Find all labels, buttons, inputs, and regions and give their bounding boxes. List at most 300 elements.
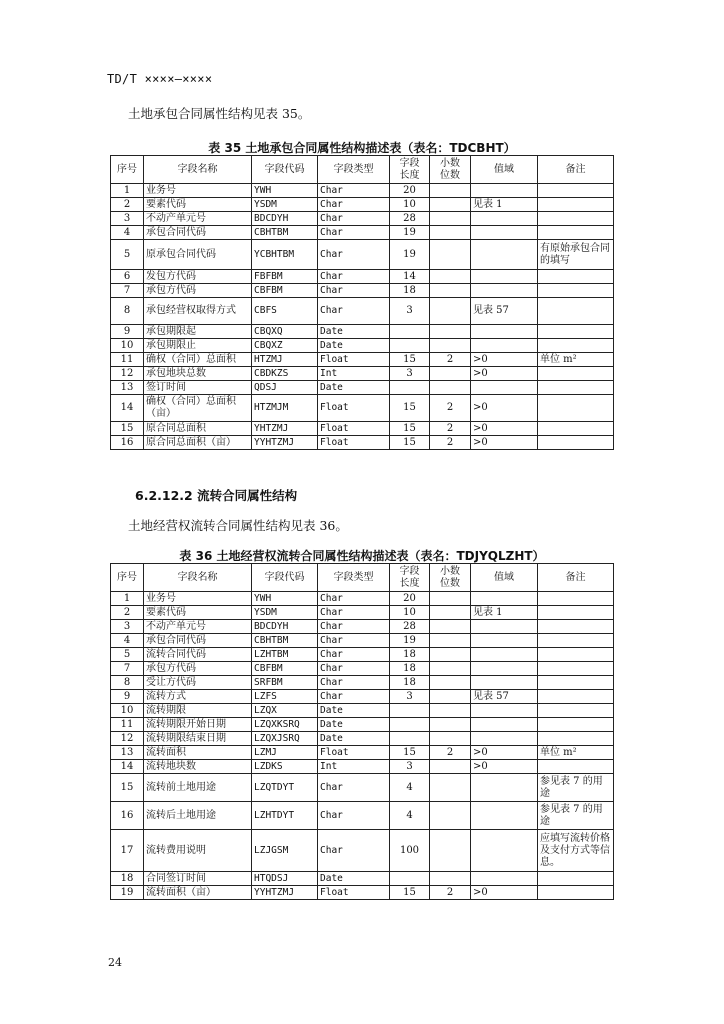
table-cell bbox=[538, 676, 614, 690]
table-cell: 14 bbox=[111, 760, 144, 774]
table-cell bbox=[471, 872, 538, 886]
table-cell: 12 bbox=[111, 367, 144, 381]
table-cell bbox=[538, 886, 614, 900]
table-cell: Char bbox=[318, 212, 390, 226]
table-cell: 19 bbox=[390, 240, 430, 270]
table-cell bbox=[430, 606, 471, 620]
table-cell bbox=[538, 198, 614, 212]
table-cell bbox=[471, 774, 538, 802]
table-cell bbox=[390, 325, 430, 339]
table-cell: 12 bbox=[111, 732, 144, 746]
table-cell: CBFBM bbox=[252, 284, 318, 298]
table-cell: 20 bbox=[390, 592, 430, 606]
table-cell: Char bbox=[318, 648, 390, 662]
table-cell: >0 bbox=[471, 395, 538, 422]
table-cell: 5 bbox=[111, 240, 144, 270]
table-36 bbox=[110, 563, 614, 900]
table-cell bbox=[538, 381, 614, 395]
table-cell: BDCDYH bbox=[252, 212, 318, 226]
table-cell bbox=[471, 339, 538, 353]
table-cell bbox=[538, 212, 614, 226]
table-cell: 15 bbox=[111, 774, 144, 802]
table-row bbox=[111, 592, 614, 606]
table-cell: Float bbox=[318, 886, 390, 900]
table-row bbox=[111, 830, 614, 872]
table-cell: 28 bbox=[390, 620, 430, 634]
table-cell: 14 bbox=[390, 270, 430, 284]
table-cell: Char bbox=[318, 634, 390, 648]
table-cell: YYHTZMJ bbox=[252, 436, 318, 450]
table-cell: 见表 1 bbox=[471, 606, 538, 620]
table-row bbox=[111, 353, 614, 367]
table-row bbox=[111, 226, 614, 240]
table-cell: 业务号 bbox=[144, 592, 252, 606]
table-row bbox=[111, 198, 614, 212]
table-cell bbox=[471, 226, 538, 240]
table-cell: 2 bbox=[430, 395, 471, 422]
table-cell bbox=[471, 212, 538, 226]
table-cell: CBDKZS bbox=[252, 367, 318, 381]
table-row bbox=[111, 284, 614, 298]
table-cell bbox=[430, 240, 471, 270]
table-cell: 4 bbox=[111, 226, 144, 240]
table-row bbox=[111, 774, 614, 802]
column-header: 字段代码 bbox=[252, 156, 318, 184]
table-cell: 4 bbox=[390, 802, 430, 830]
table-cell bbox=[430, 298, 471, 325]
table-row bbox=[111, 676, 614, 690]
table-cell: 10 bbox=[390, 198, 430, 212]
table-cell: 20 bbox=[390, 184, 430, 198]
table-cell bbox=[538, 872, 614, 886]
table-cell: CBFS bbox=[252, 298, 318, 325]
table-cell: Date bbox=[318, 732, 390, 746]
table-row bbox=[111, 732, 614, 746]
column-header: 字段名称 bbox=[144, 156, 252, 184]
table-cell: 签订时间 bbox=[144, 381, 252, 395]
table-cell bbox=[538, 606, 614, 620]
table-cell bbox=[471, 284, 538, 298]
table-cell bbox=[471, 830, 538, 872]
table-cell: Char bbox=[318, 226, 390, 240]
table-cell bbox=[430, 339, 471, 353]
table-row bbox=[111, 436, 614, 450]
column-header: 备注 bbox=[538, 564, 614, 592]
table-cell: Char bbox=[318, 802, 390, 830]
table-cell bbox=[471, 325, 538, 339]
table-cell: 原合同总面积（亩） bbox=[144, 436, 252, 450]
table-cell: CBHTBM bbox=[252, 226, 318, 240]
table-cell: 18 bbox=[390, 676, 430, 690]
table-row bbox=[111, 422, 614, 436]
table-cell bbox=[430, 690, 471, 704]
table-cell bbox=[430, 872, 471, 886]
table-cell bbox=[538, 284, 614, 298]
table-cell: 合同签订时间 bbox=[144, 872, 252, 886]
table-cell: 15 bbox=[390, 436, 430, 450]
table-cell: 18 bbox=[390, 648, 430, 662]
table-cell: 3 bbox=[111, 620, 144, 634]
table-cell: Float bbox=[318, 746, 390, 760]
table-cell bbox=[471, 240, 538, 270]
table-cell: Char bbox=[318, 270, 390, 284]
table-cell: 16 bbox=[111, 802, 144, 830]
table-cell: >0 bbox=[471, 746, 538, 760]
table-cell: 3 bbox=[390, 298, 430, 325]
table-cell: 9 bbox=[111, 690, 144, 704]
table-cell: SRFBM bbox=[252, 676, 318, 690]
table-cell: YSDM bbox=[252, 606, 318, 620]
table-cell: Char bbox=[318, 298, 390, 325]
intro-paragraph-36: 土地经营权流转合同属性结构见表 36。 bbox=[128, 518, 348, 533]
table-cell: 15 bbox=[390, 886, 430, 900]
table-cell: FBFBM bbox=[252, 270, 318, 284]
table-cell bbox=[430, 325, 471, 339]
table-cell: Char bbox=[318, 284, 390, 298]
table-cell bbox=[471, 184, 538, 198]
table-cell: 8 bbox=[111, 676, 144, 690]
table-cell: 9 bbox=[111, 325, 144, 339]
table-cell: 15 bbox=[111, 422, 144, 436]
table-cell: 流转期限开始日期 bbox=[144, 718, 252, 732]
table-cell bbox=[471, 732, 538, 746]
table-cell bbox=[430, 830, 471, 872]
table-cell: LZQX bbox=[252, 704, 318, 718]
table-cell: Char bbox=[318, 774, 390, 802]
table-cell: >0 bbox=[471, 367, 538, 381]
table-cell: 15 bbox=[390, 422, 430, 436]
table-cell: 7 bbox=[111, 662, 144, 676]
column-header: 值域 bbox=[471, 564, 538, 592]
table-cell: 发包方代码 bbox=[144, 270, 252, 284]
table-cell: LZJGSM bbox=[252, 830, 318, 872]
table-cell bbox=[538, 648, 614, 662]
table-cell bbox=[430, 284, 471, 298]
table-row bbox=[111, 802, 614, 830]
table-cell: Char bbox=[318, 240, 390, 270]
table-cell: LZMJ bbox=[252, 746, 318, 760]
table-cell: 2 bbox=[111, 198, 144, 212]
table-cell: HTQDSJ bbox=[252, 872, 318, 886]
table-cell bbox=[471, 381, 538, 395]
table-cell bbox=[430, 718, 471, 732]
table-cell: 单位 m² bbox=[538, 353, 614, 367]
table-cell bbox=[538, 634, 614, 648]
table-cell: LZHTBM bbox=[252, 648, 318, 662]
document-header: TD/T ××××—×××× bbox=[107, 72, 213, 86]
table-cell: Date bbox=[318, 872, 390, 886]
table-row bbox=[111, 718, 614, 732]
table-cell: 3 bbox=[390, 367, 430, 381]
table-cell: 1 bbox=[111, 184, 144, 198]
table-cell bbox=[430, 760, 471, 774]
table-cell: Date bbox=[318, 718, 390, 732]
table-cell: 不动产单元号 bbox=[144, 212, 252, 226]
table-cell: YYHTZMJ bbox=[252, 886, 318, 900]
table-cell: 28 bbox=[390, 212, 430, 226]
table-cell bbox=[538, 184, 614, 198]
table-row bbox=[111, 648, 614, 662]
table-cell bbox=[538, 395, 614, 422]
table-cell bbox=[430, 592, 471, 606]
table-cell: 确权（合同）总面积（亩） bbox=[144, 395, 252, 422]
table-cell: Float bbox=[318, 353, 390, 367]
table-cell: 流转前土地用途 bbox=[144, 774, 252, 802]
table-cell: 15 bbox=[390, 353, 430, 367]
table-cell bbox=[430, 226, 471, 240]
table-cell: 16 bbox=[111, 436, 144, 450]
table-cell: 流转后土地用途 bbox=[144, 802, 252, 830]
table-cell: Float bbox=[318, 436, 390, 450]
table-cell: 不动产单元号 bbox=[144, 620, 252, 634]
table-row bbox=[111, 886, 614, 900]
table-cell: LZQTDYT bbox=[252, 774, 318, 802]
table-cell: 18 bbox=[390, 284, 430, 298]
table-cell: 流转面积 bbox=[144, 746, 252, 760]
table-cell bbox=[471, 802, 538, 830]
table-cell: LZDKS bbox=[252, 760, 318, 774]
table-cell bbox=[538, 422, 614, 436]
table-cell: >0 bbox=[471, 760, 538, 774]
table-row bbox=[111, 381, 614, 395]
table-cell bbox=[538, 718, 614, 732]
table-cell bbox=[538, 367, 614, 381]
table-cell bbox=[430, 620, 471, 634]
table-cell: 流转期限结束日期 bbox=[144, 732, 252, 746]
table-cell bbox=[430, 648, 471, 662]
table-cell: 流转费用说明 bbox=[144, 830, 252, 872]
table-row bbox=[111, 339, 614, 353]
table-cell: HTZMJM bbox=[252, 395, 318, 422]
table-cell: Float bbox=[318, 395, 390, 422]
table-cell: 14 bbox=[111, 395, 144, 422]
table-cell: >0 bbox=[471, 353, 538, 367]
table-cell: 受让方代码 bbox=[144, 676, 252, 690]
table-cell: Char bbox=[318, 592, 390, 606]
table-cell: BDCDYH bbox=[252, 620, 318, 634]
table-cell: HTZMJ bbox=[252, 353, 318, 367]
table-row bbox=[111, 662, 614, 676]
table-cell: 单位 m² bbox=[538, 746, 614, 760]
table-row bbox=[111, 620, 614, 634]
table-cell bbox=[538, 620, 614, 634]
table-row bbox=[111, 746, 614, 760]
table-cell bbox=[430, 381, 471, 395]
table-cell bbox=[390, 718, 430, 732]
table-cell bbox=[430, 184, 471, 198]
table-cell: 1 bbox=[111, 592, 144, 606]
table-cell: LZFS bbox=[252, 690, 318, 704]
table-cell bbox=[538, 325, 614, 339]
table-cell: YHTZMJ bbox=[252, 422, 318, 436]
table-cell: LZQXJSRQ bbox=[252, 732, 318, 746]
table-cell: CBHTBM bbox=[252, 634, 318, 648]
table-cell: Int bbox=[318, 760, 390, 774]
table-cell: 参见表 7 的用途 bbox=[538, 774, 614, 802]
table-cell: 2 bbox=[430, 436, 471, 450]
table-cell bbox=[538, 226, 614, 240]
table-cell bbox=[430, 774, 471, 802]
column-header: 字段长度 bbox=[390, 564, 430, 592]
table-cell: 4 bbox=[111, 634, 144, 648]
table-cell: 10 bbox=[111, 704, 144, 718]
table-cell: YCBHTBM bbox=[252, 240, 318, 270]
table-cell bbox=[430, 212, 471, 226]
table-cell: 13 bbox=[111, 381, 144, 395]
page-number: 24 bbox=[108, 956, 122, 969]
table-cell: 承包期限止 bbox=[144, 339, 252, 353]
table-cell: Date bbox=[318, 325, 390, 339]
table-row bbox=[111, 367, 614, 381]
table-cell: 流转期限 bbox=[144, 704, 252, 718]
table-cell: 18 bbox=[111, 872, 144, 886]
column-header: 序号 bbox=[111, 564, 144, 592]
table-row bbox=[111, 690, 614, 704]
table-cell: Char bbox=[318, 662, 390, 676]
table-cell bbox=[538, 339, 614, 353]
table-cell: 2 bbox=[430, 886, 471, 900]
table-cell bbox=[430, 367, 471, 381]
table-cell: CBQXZ bbox=[252, 339, 318, 353]
table-cell: 2 bbox=[430, 746, 471, 760]
table-cell: 10 bbox=[111, 339, 144, 353]
column-header: 值域 bbox=[471, 156, 538, 184]
table-cell bbox=[430, 634, 471, 648]
table-cell: 15 bbox=[390, 395, 430, 422]
table-cell: 2 bbox=[430, 353, 471, 367]
table-row bbox=[111, 325, 614, 339]
table-cell bbox=[538, 732, 614, 746]
table-row bbox=[111, 298, 614, 325]
table-cell: 3 bbox=[390, 760, 430, 774]
table-cell: 6 bbox=[111, 270, 144, 284]
table-cell: 10 bbox=[390, 606, 430, 620]
table-cell bbox=[538, 270, 614, 284]
table-cell: 2 bbox=[111, 606, 144, 620]
table-cell bbox=[471, 662, 538, 676]
table-cell bbox=[538, 592, 614, 606]
table-cell bbox=[538, 662, 614, 676]
table-cell: 19 bbox=[390, 634, 430, 648]
table-cell bbox=[430, 270, 471, 284]
table-cell: 流转方式 bbox=[144, 690, 252, 704]
table-cell bbox=[471, 676, 538, 690]
column-header: 备注 bbox=[538, 156, 614, 184]
table-cell bbox=[471, 634, 538, 648]
table-cell: CBFBM bbox=[252, 662, 318, 676]
table-cell: 7 bbox=[111, 284, 144, 298]
column-header: 小数位数 bbox=[430, 564, 471, 592]
table-cell: 确权（合同）总面积 bbox=[144, 353, 252, 367]
table-cell bbox=[430, 662, 471, 676]
table-cell: Char bbox=[318, 690, 390, 704]
column-header: 小数位数 bbox=[430, 156, 471, 184]
table-cell: Char bbox=[318, 620, 390, 634]
table-cell: 3 bbox=[111, 212, 144, 226]
table-cell: Float bbox=[318, 422, 390, 436]
table-cell bbox=[538, 436, 614, 450]
table-row bbox=[111, 760, 614, 774]
table-cell: 流转地块数 bbox=[144, 760, 252, 774]
table-cell: 流转面积（亩） bbox=[144, 886, 252, 900]
table-cell: >0 bbox=[471, 436, 538, 450]
table-cell bbox=[390, 381, 430, 395]
table-cell: 2 bbox=[430, 422, 471, 436]
table-cell: Char bbox=[318, 184, 390, 198]
table-row bbox=[111, 270, 614, 284]
table-cell: 承包地块总数 bbox=[144, 367, 252, 381]
column-header: 字段名称 bbox=[144, 564, 252, 592]
column-header: 字段类型 bbox=[318, 156, 390, 184]
table-cell: 19 bbox=[390, 226, 430, 240]
table-row bbox=[111, 240, 614, 270]
column-header: 字段类型 bbox=[318, 564, 390, 592]
table-cell bbox=[390, 872, 430, 886]
table-cell: 100 bbox=[390, 830, 430, 872]
table-row bbox=[111, 395, 614, 422]
table-cell: 8 bbox=[111, 298, 144, 325]
table-cell: 业务号 bbox=[144, 184, 252, 198]
table-cell: YWH bbox=[252, 592, 318, 606]
intro-paragraph-35: 土地承包合同属性结构见表 35。 bbox=[128, 106, 311, 121]
table-cell: 见表 57 bbox=[471, 298, 538, 325]
table-cell bbox=[538, 704, 614, 718]
table-row bbox=[111, 634, 614, 648]
table-cell: Char bbox=[318, 606, 390, 620]
table-cell bbox=[430, 802, 471, 830]
table-cell: Char bbox=[318, 676, 390, 690]
table-35-caption: 表 35 土地承包合同属性结构描述表（表名：TDCBHT） bbox=[208, 141, 516, 155]
table-cell: CBQXQ bbox=[252, 325, 318, 339]
table-cell bbox=[430, 732, 471, 746]
table-cell: >0 bbox=[471, 422, 538, 436]
table-cell: 承包合同代码 bbox=[144, 226, 252, 240]
table-cell: 13 bbox=[111, 746, 144, 760]
table-cell: 流转合同代码 bbox=[144, 648, 252, 662]
table-cell: 见表 1 bbox=[471, 198, 538, 212]
table-cell: 要素代码 bbox=[144, 198, 252, 212]
table-cell: 11 bbox=[111, 718, 144, 732]
table-row bbox=[111, 872, 614, 886]
table-cell: 承包方代码 bbox=[144, 662, 252, 676]
table-cell: 有原始承包合同的填写 bbox=[538, 240, 614, 270]
column-header: 序号 bbox=[111, 156, 144, 184]
section-heading: 6.2.12.2 流转合同属性结构 bbox=[135, 488, 298, 503]
table-cell: 3 bbox=[390, 690, 430, 704]
table-cell: LZHTDYT bbox=[252, 802, 318, 830]
table-cell: 原合同总面积 bbox=[144, 422, 252, 436]
table-36-caption: 表 36 土地经营权流转合同属性结构描述表（表名：TDJYQLZHT） bbox=[179, 549, 545, 563]
table-cell: Char bbox=[318, 830, 390, 872]
table-cell bbox=[471, 620, 538, 634]
table-cell: 19 bbox=[111, 886, 144, 900]
table-row bbox=[111, 704, 614, 718]
table-cell: 11 bbox=[111, 353, 144, 367]
table-cell bbox=[430, 676, 471, 690]
table-cell: Char bbox=[318, 198, 390, 212]
table-row bbox=[111, 184, 614, 198]
table-35 bbox=[110, 155, 614, 450]
table-cell: 应填写流转价格及支付方式等信息。 bbox=[538, 830, 614, 872]
table-cell: QDSJ bbox=[252, 381, 318, 395]
table-cell: 承包方代码 bbox=[144, 284, 252, 298]
table-cell: 承包合同代码 bbox=[144, 634, 252, 648]
table-cell: Date bbox=[318, 381, 390, 395]
table-cell: 承包期限起 bbox=[144, 325, 252, 339]
table-row bbox=[111, 606, 614, 620]
table-cell bbox=[538, 760, 614, 774]
table-cell bbox=[471, 704, 538, 718]
